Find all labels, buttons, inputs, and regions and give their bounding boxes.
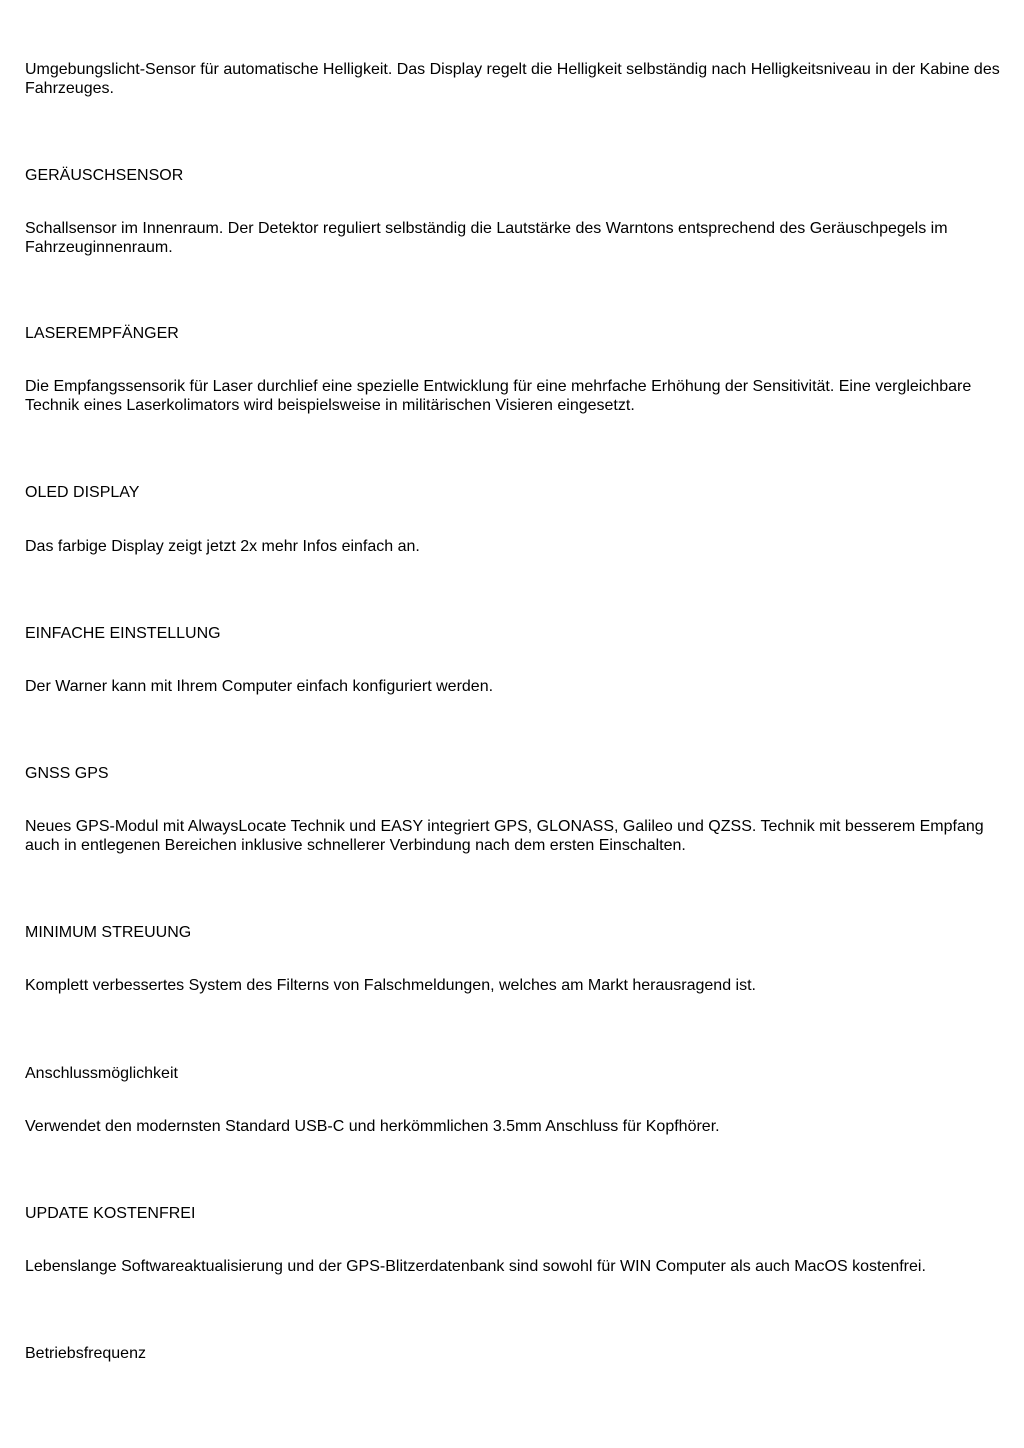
section-heading-oled-display: OLED DISPLAY <box>25 484 140 501</box>
section-heading-laserempfaenger: LASEREMPFÄNGER <box>25 325 179 342</box>
section-text-oled-display: Das farbige Display zeigt jetzt 2x mehr Infos einfach an. <box>25 538 420 555</box>
section-text-gnss-gps: Neues GPS-Modul mit AlwaysLocate Technik und EASY integriert GPS, GLONASS, Galileo und QZSS. Technik mit besserem Empfang auch in entlegenen Bereichen inklusive schnellerer Verbindung nach dem ersten Einschalten. <box>25 818 984 854</box>
section-heading-update-kostenfrei: UPDATE KOSTENFREI <box>25 1205 196 1222</box>
section-text-geraeuschsensor: Schallsensor im Innenraum. Der Detektor reguliert selbständig die Lautstärke des Warntons entsprechend des Geräuschpegels im Fahrzeuginnenraum. <box>25 220 948 256</box>
section-text-minimum-streuung: Komplett verbessertes System des Filterns von Falschmeldungen, welches am Markt herausragend ist. <box>25 977 756 994</box>
section-heading-betriebsfrequenz: Betriebsfrequenz <box>25 1345 146 1362</box>
section-heading-geraeuschsensor: GERÄUSCHSENSOR <box>25 167 184 184</box>
section-text-update-kostenfrei: Lebenslange Softwareaktualisierung und der GPS-Blitzerdatenbank sind sowohl für WIN Computer als auch MacOS kostenfrei. <box>25 1258 926 1275</box>
intro-paragraph: Umgebungslicht-Sensor für automatische Helligkeit. Das Display regelt die Helligkeit selbständig nach Helligkeitsniveau in der Kabine des Fahrzeuges. <box>25 61 1000 97</box>
section-heading-gnss-gps: GNSS GPS <box>25 765 109 782</box>
section-text-laserempfaenger: Die Empfangssensorik für Laser durchlief eine spezielle Entwicklung für eine mehrfache Erhöhung der Sensitivität. Eine vergleichbare Technik eines Laserkolimators wird beispielsweise in militärischen Visieren eingesetzt. <box>25 378 972 414</box>
section-heading-einfache-einstellung: EINFACHE EINSTELLUNG <box>25 625 221 642</box>
section-text-einfache-einstellung: Der Warner kann mit Ihrem Computer einfach konfiguriert werden. <box>25 678 494 695</box>
section-heading-anschlussmoeglichkeit: Anschlussmöglichkeit <box>25 1065 178 1082</box>
section-text-anschlussmoeglichkeit: Verwendet den modernsten Standard USB-C und herkömmlichen 3.5mm Anschluss für Kopfhörer. <box>25 1118 720 1135</box>
section-heading-minimum-streuung: MINIMUM STREUUNG <box>25 924 192 941</box>
